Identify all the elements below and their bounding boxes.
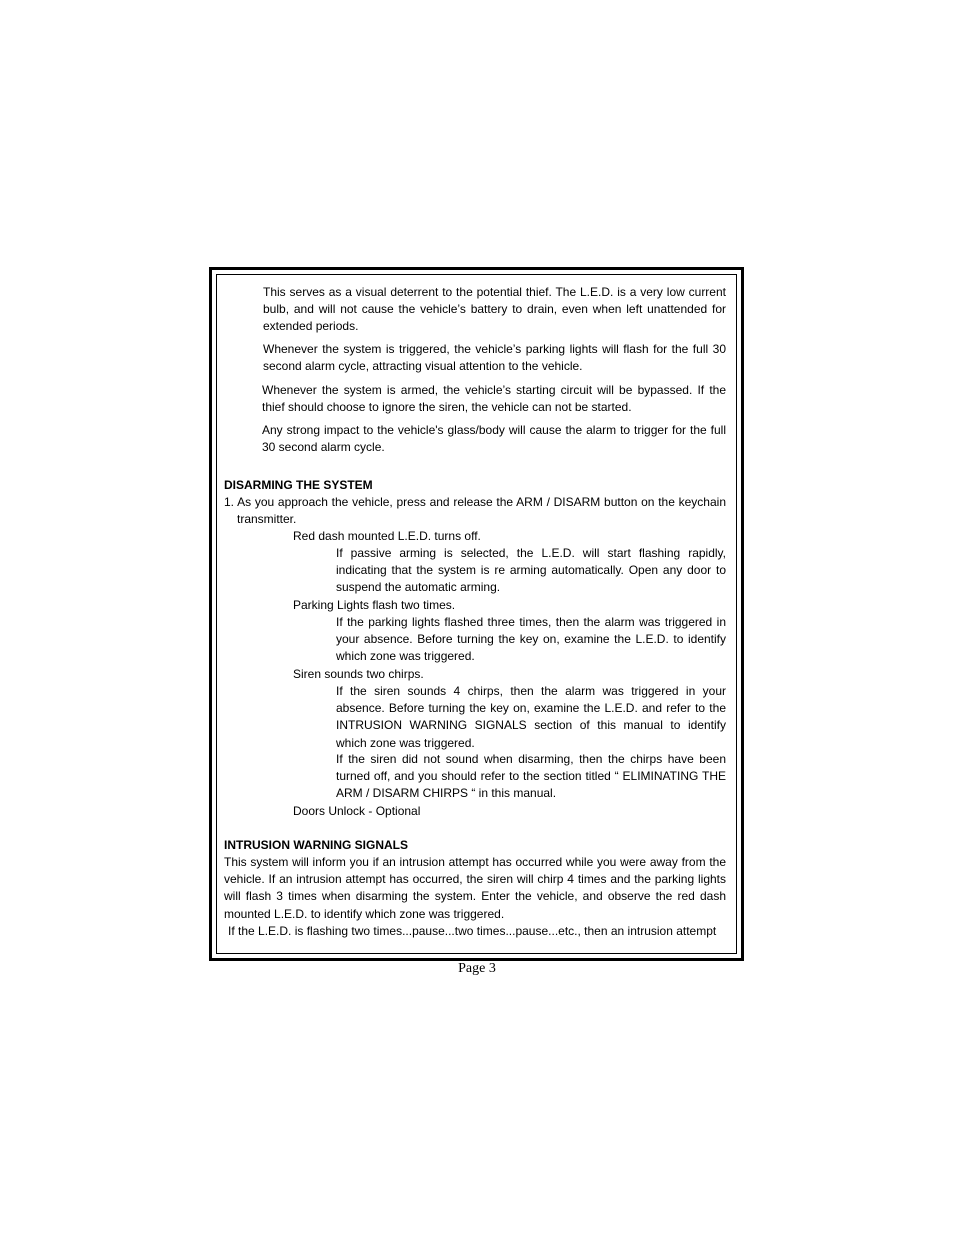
disarm-siren-four-chirps-note: If the siren sounds 4 chirps, then the alarm was triggered in your absence. Before turning the key on, examine the L.E.D. and refer to the INTRUSION WARNING SIGNALS section of this manual to identify which zone was triggered. — [336, 684, 726, 750]
disarming-step-1: 1. As you approach the vehicle, press and release the ARM / DISARM button on the keychain transmitter. — [224, 495, 726, 527]
disarm-siren-chirps: Siren sounds two chirps. — [293, 667, 424, 681]
disarm-siren-silent-note: If the siren did not sound when disarming, then the chirps have been turned off, and you should refer to the section titled “ ELIMINATING THE ARM / DISARM CHIRPS “ in this manual. — [336, 752, 726, 801]
disarming-heading: DISARMING THE SYSTEM — [224, 478, 373, 492]
intro-paragraph-parking-lights: Whenever the system is triggered, the vehicle’s parking lights will flash for the full 30 second alarm cycle, attracting visual attention to the vehicle. — [263, 342, 726, 374]
disarm-passive-arming-note: If passive arming is selected, the L.E.D. will start flashing rapidly, indicating that the system is re arming automatically. Open any door to suspend the automatic arming. — [336, 546, 726, 595]
intrusion-body: This system will inform you if an intrusion attempt has occurred while you were away from the vehicle. If an intrusion attempt has occurred, the siren will chirp 4 times and the parking lights will flash 3 times when disarming the system. Enter the vehicle, and observe the red dash mounted L.E.D. to identify which zone was triggered. — [224, 855, 726, 921]
page-number: Page 3 — [458, 961, 496, 976]
disarm-parking-lights: Parking Lights flash two times. — [293, 598, 456, 612]
disarm-parking-lights-note: If the parking lights flashed three times, then the alarm was triggered in your absence. Before turning the key on, examine the L.E.D. to identify which zone was triggered. — [336, 615, 726, 664]
intrusion-led-flashing: If the L.E.D. is flashing two times...pause...two times...pause...etc., then an intrusion attempt — [228, 924, 717, 938]
disarm-led-off: Red dash mounted L.E.D. turns off. — [293, 529, 481, 543]
intro-paragraph-starter: Whenever the system is armed, the vehicle’s starting circuit will be bypassed. If the thief should choose to ignore the siren, the vehicle can not be started. — [262, 383, 726, 415]
intro-paragraph-impact: Any strong impact to the vehicle's glass/body will cause the alarm to trigger for the full 30 second alarm cycle. — [262, 423, 726, 455]
intro-paragraph-led: This serves as a visual deterrent to the potential thief. The L.E.D. is a very low current bulb, and will not cause the vehicle’s battery to drain, even when left unattended for extended periods. — [263, 285, 726, 334]
intrusion-heading: INTRUSION WARNING SIGNALS — [224, 838, 409, 852]
disarm-doors-unlock: Doors Unlock - Optional — [293, 804, 421, 818]
